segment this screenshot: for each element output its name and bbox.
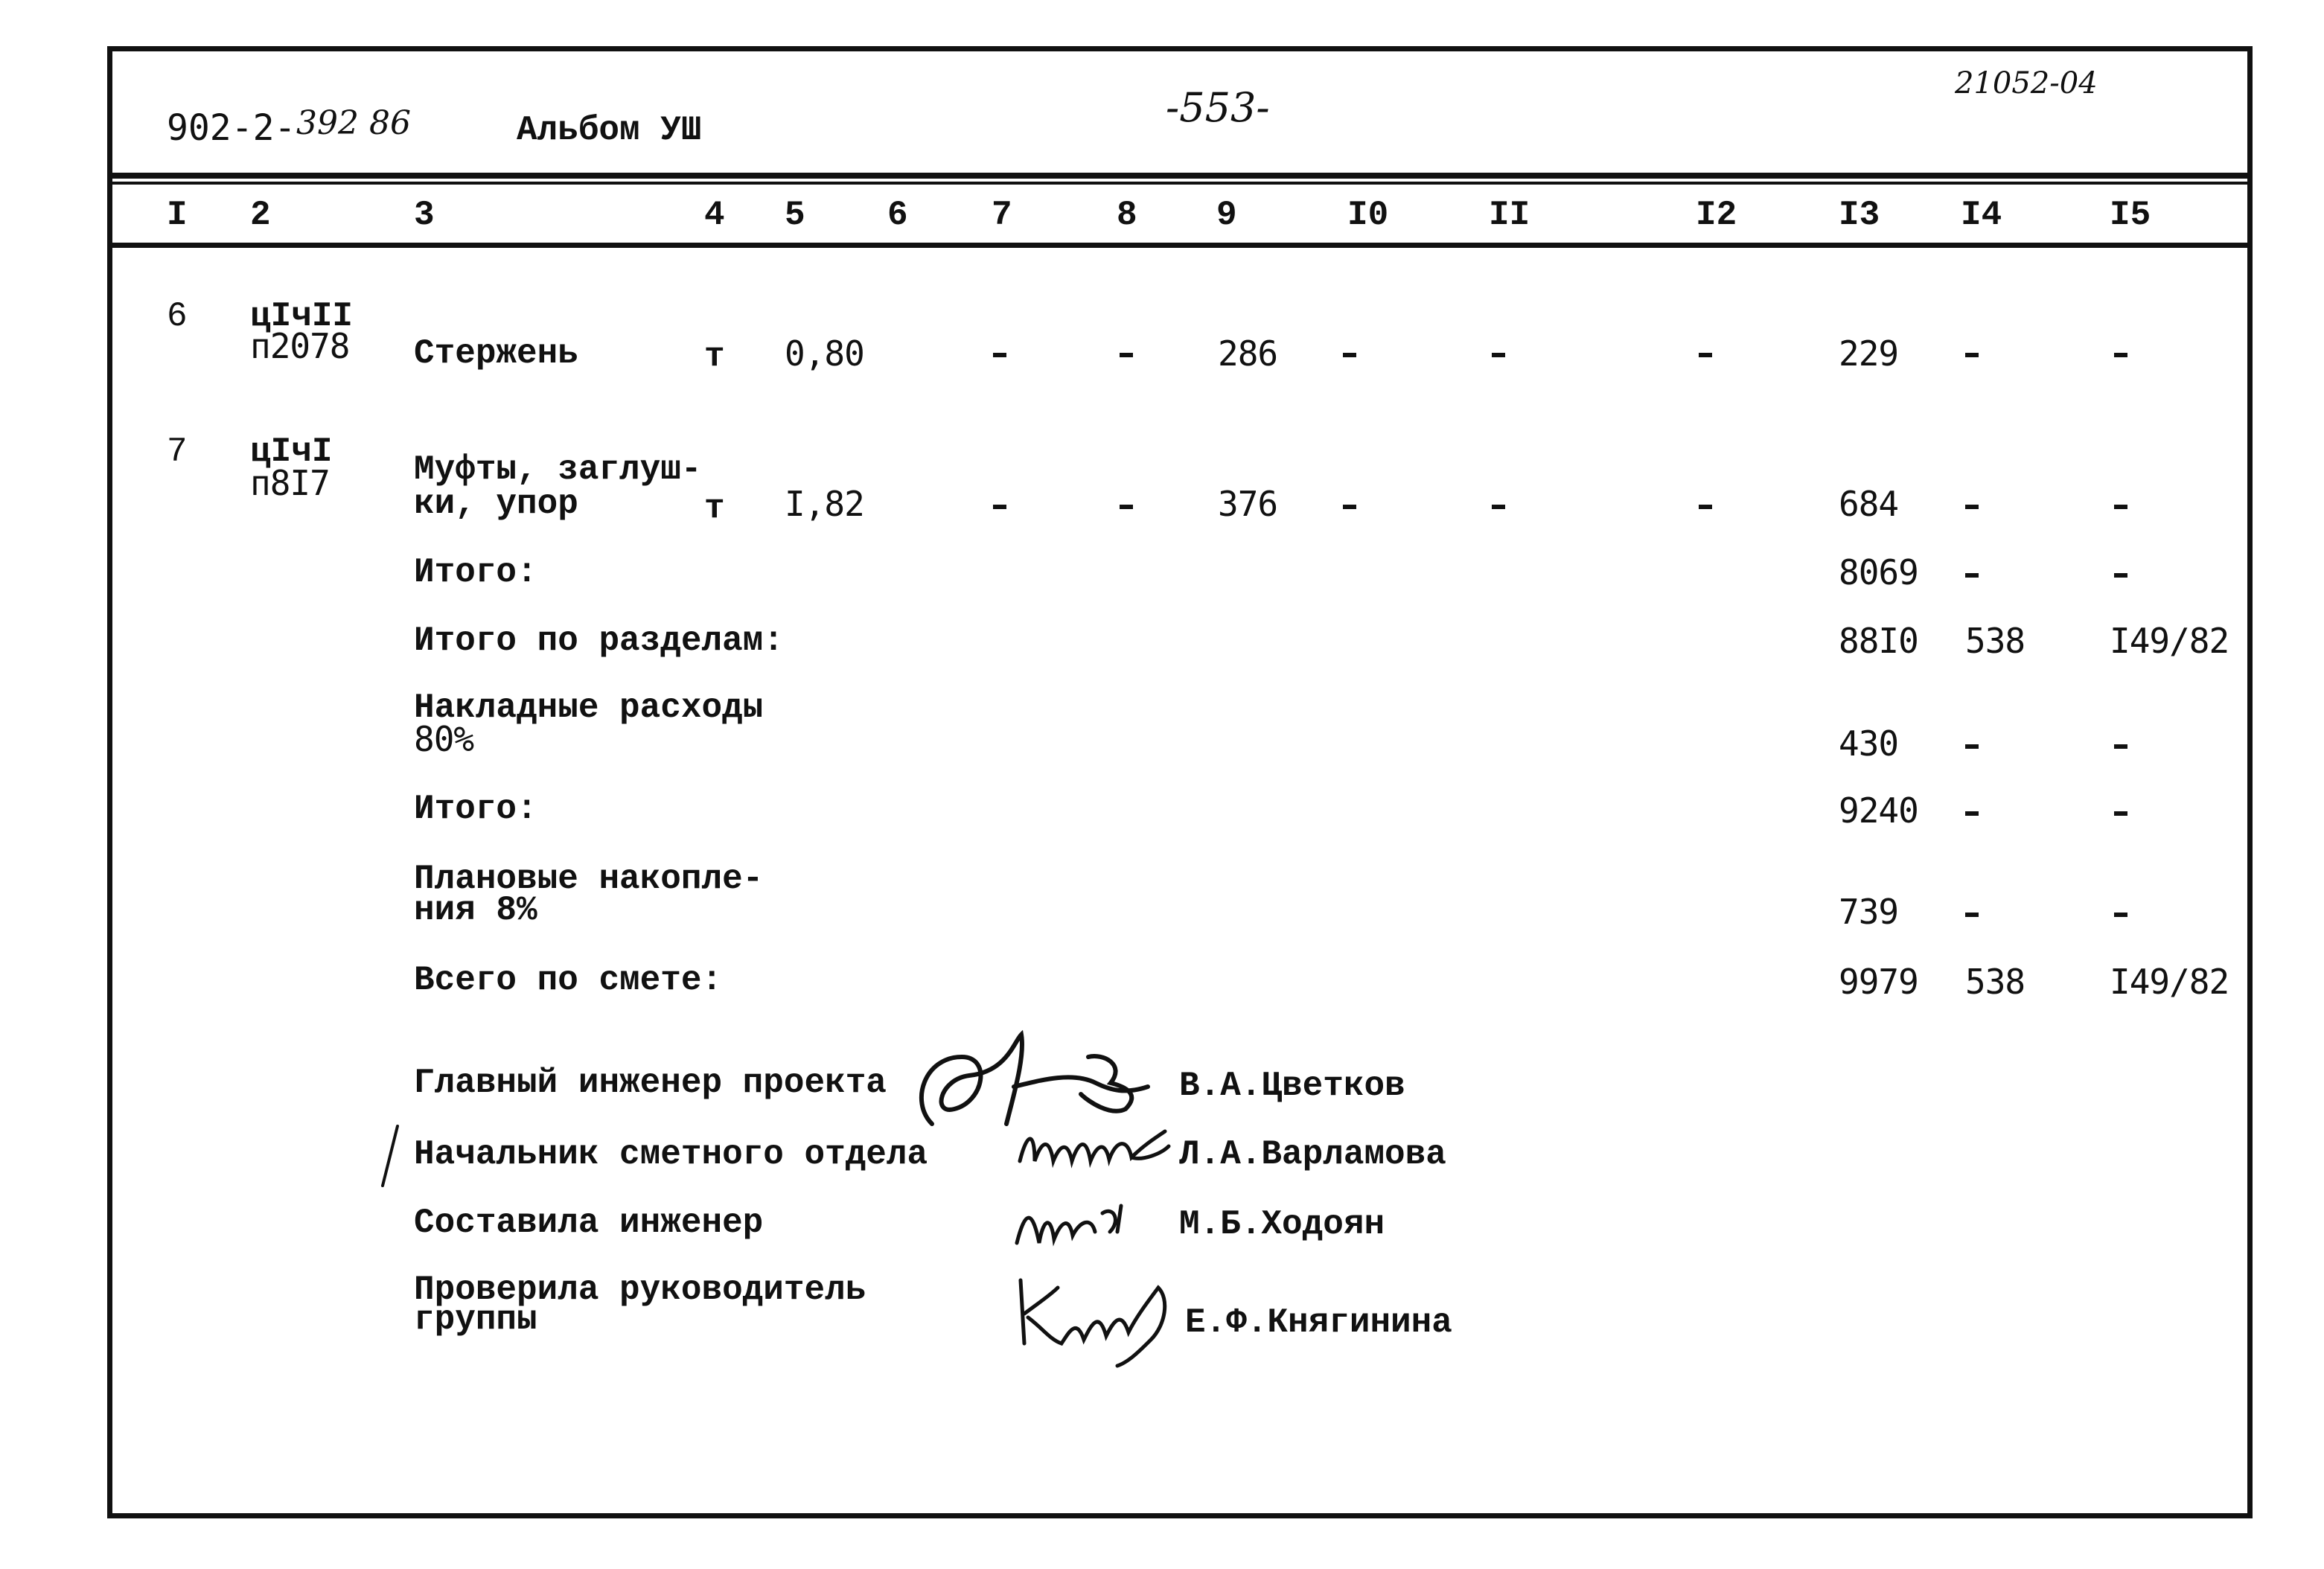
doc-code-handwritten: 392 86 <box>296 104 411 142</box>
signer-2-role: Начальник сметного отдела <box>414 1135 928 1174</box>
signer-4-role-line1: Проверила руководитель <box>414 1271 866 1309</box>
row-6-c7-dash <box>993 353 1006 357</box>
row-7-number: 7 <box>167 432 188 471</box>
col-1: I <box>167 196 188 234</box>
row-7-c7-dash <box>993 505 1006 509</box>
header-rule-top-thin <box>107 182 2253 185</box>
row-6-c8-dash <box>1120 353 1133 357</box>
row-6-code-line1: цIчII <box>250 297 354 336</box>
total-5-c13: 739 <box>1839 892 1899 932</box>
row-6-code-line2: п2078 <box>250 326 350 366</box>
total-4-c15-dash <box>2114 811 2127 816</box>
total-4-c14-dash <box>1965 811 1979 816</box>
row-6-c12-dash <box>1699 353 1712 357</box>
margin-slash-mark <box>375 1122 405 1189</box>
row-6-c11-dash <box>1492 353 1505 357</box>
col-8: 8 <box>1117 196 1137 234</box>
row-7-c9: 376 <box>1218 484 1278 524</box>
row-7-c13: 684 <box>1839 484 1899 524</box>
col-7: 7 <box>992 196 1012 234</box>
row-7-name-line1: Муфты, заглуш- <box>414 450 702 489</box>
row-7-code-line1: цIчI <box>250 432 333 471</box>
col-12: I2 <box>1696 196 1737 234</box>
signature-4-scribble <box>1009 1258 1188 1370</box>
col-3: 3 <box>414 196 435 234</box>
total-6-label: Всего по смете: <box>414 961 723 1000</box>
signer-1-name: В.А.Цветков <box>1179 1067 1405 1105</box>
total-3-label-line2: 80% <box>414 719 474 759</box>
row-7-unit: т <box>704 489 725 528</box>
total-2-c14: 538 <box>1965 621 2025 661</box>
total-2-label: Итого по разделам: <box>414 621 784 660</box>
total-6-c15: I49/82 <box>2110 962 2229 1002</box>
total-2-c13: 88I0 <box>1839 621 1918 661</box>
signer-2-name: Л.А.Варламова <box>1179 1135 1446 1174</box>
total-4-label: Итого: <box>414 790 537 828</box>
total-1-label: Итого: <box>414 553 537 592</box>
col-15: I5 <box>2110 196 2151 234</box>
col-14: I4 <box>1961 196 2002 234</box>
row-6-c10-dash <box>1343 353 1356 357</box>
col-6: 6 <box>887 196 908 234</box>
total-3-label-line1: Накладные расходы <box>414 688 764 727</box>
row-6-c13: 229 <box>1839 333 1899 374</box>
row-7-qty: I,82 <box>785 484 864 524</box>
total-1-c14-dash <box>1965 573 1979 578</box>
col-13: I3 <box>1839 196 1880 234</box>
col-11: II <box>1489 196 1530 234</box>
signer-1-role: Главный инженер проекта <box>414 1064 887 1102</box>
row-7-name-line2: ки, упор <box>414 485 578 523</box>
total-3-c13: 430 <box>1839 723 1899 764</box>
signature-3-scribble <box>1009 1191 1136 1250</box>
row-6-c15-dash <box>2114 353 2127 357</box>
header-rule-top <box>107 173 2253 179</box>
col-10: I0 <box>1347 196 1389 234</box>
row-7-c8-dash <box>1120 505 1133 509</box>
signer-3-name: М.Б.Ходоян <box>1179 1205 1385 1244</box>
total-4-c13: 9240 <box>1839 790 1918 831</box>
total-5-label-line2: ния 8% <box>414 891 537 930</box>
signature-2-scribble <box>1012 1116 1176 1183</box>
total-5-c15-dash <box>2114 913 2127 917</box>
row-6-unit: т <box>704 337 725 376</box>
row-6-qty: 0,80 <box>785 333 864 374</box>
total-6-c13: 9979 <box>1839 962 1918 1002</box>
row-7-c15-dash <box>2114 505 2127 509</box>
row-6-c14-dash <box>1965 353 1979 357</box>
col-4: 4 <box>704 196 725 234</box>
total-3-c15-dash <box>2114 744 2127 749</box>
row-7-c12-dash <box>1699 505 1712 509</box>
signer-4-role-line2: группы <box>414 1300 537 1339</box>
total-1-c13: 8069 <box>1839 552 1918 592</box>
signer-3-role: Составила инженер <box>414 1204 764 1242</box>
row-7-c14-dash <box>1965 505 1979 509</box>
signer-4-name: Е.Ф.Княгинина <box>1185 1303 1452 1342</box>
row-7-c10-dash <box>1343 505 1356 509</box>
row-7-code-line2: п8I7 <box>250 463 330 503</box>
row-6-c9: 286 <box>1218 333 1278 374</box>
doc-code: 902-2- <box>167 107 296 149</box>
total-6-c14: 538 <box>1965 962 2025 1002</box>
corner-code: 21052-04 <box>1955 66 2098 100</box>
page-number: -553- <box>1166 84 1270 131</box>
total-1-c15-dash <box>2114 573 2127 578</box>
row-6-number: 6 <box>167 297 188 336</box>
row-6-name: Стержень <box>414 334 578 373</box>
col-5: 5 <box>785 196 805 234</box>
row-7-c11-dash <box>1492 505 1505 509</box>
total-2-c15: I49/82 <box>2110 621 2229 661</box>
header-rule-bottom <box>107 243 2253 248</box>
col-9: 9 <box>1216 196 1237 234</box>
album-title: Альбом УШ <box>517 111 702 150</box>
total-5-c14-dash <box>1965 913 1979 917</box>
total-3-c14-dash <box>1965 744 1979 749</box>
col-2: 2 <box>250 196 271 234</box>
total-5-label-line1: Плановые накопле- <box>414 860 764 898</box>
